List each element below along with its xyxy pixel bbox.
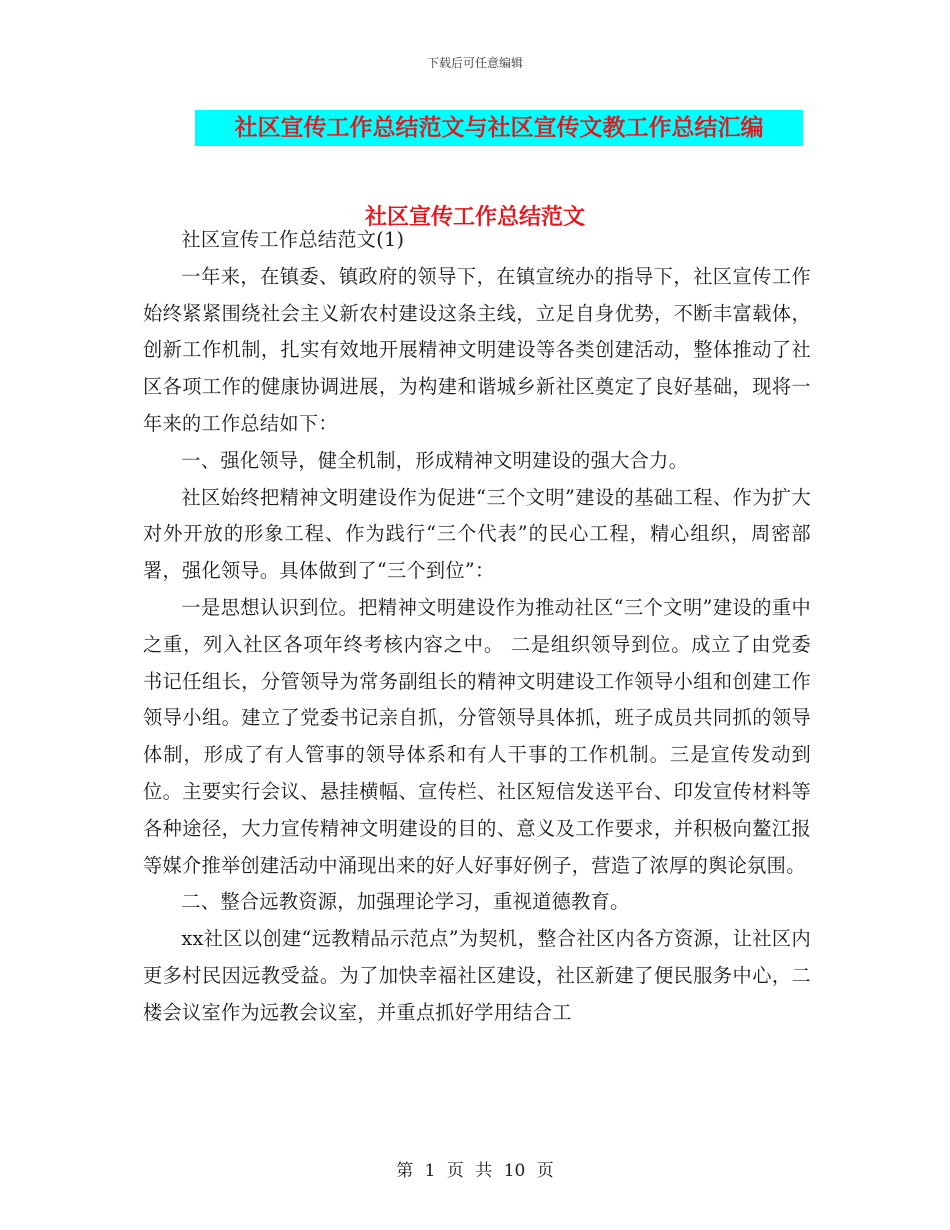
paragraph: 一是思想认识到位。把精神文明建设作为推动社区“三个文明”建设的重中之重，列入社区各项年终考核内容之中。 二是组织领导到位。成立了由党委书记任组长，分管领导为常务副组长的精神文明建设工作领导小组和创建工作领导小组。建立了党委书记亲自抓，分管领导具体抓，班子成员共同抓的领导体制，形成了有人管事的领导体系和有人干事的工作机制。三是宣传发动到位。主要实行会议、悬挂横幅、宣传栏、社区短信发送平台、印发宣传材料等各种途径，大力宣传精神文明建设的目的、意义及工作要求，并积极向鳌江报等媒介推举创建活动中涌现出来的好人好事好例子，营造了浓厚的舆论氛围。 [143,595,811,877]
paragraph: xx社区以创建“远教精品示范点”为契机，整合社区内各方资源，让社区内更多村民因远教受益。为了加快幸福社区建设，社区新建了便民服务中心，二楼会议室作为远教会议室，并重点抓好学用结合工 [143,927,811,1024]
paragraph: 一年来，在镇委、镇政府的领导下，在镇宣统办的指导下，社区宣传工作始终紧紧围绕社会主义新农村建设这条主线，立足自身优势，不断丰富载体，创新工作机制，扎实有效地开展精神文明建设等各类创建活动，整体推动了社区各项工作的健康协调进展，为构建和谐城乡新社区奠定了良好基础，现将一年来的工作总结如下： [143,264,811,435]
document-main-title: 社区宣传工作总结范文与社区宣传文教工作总结汇编 [195,110,803,146]
paragraph-heading: 社区宣传工作总结范文(1) [181,228,405,251]
document-body [143,222,811,1032]
paragraph: 社区始终把精神文明建设作为促进“三个文明”建设的基础工程、作为扩大对外开放的形象工程、作为践行“三个代表”的民心工程，精心组织，周密部署，强化领导。具体做到了“三个到位”： [143,485,811,583]
page-number-footer: 第 1 页 共 10 页 [396,1161,554,1181]
section-title: 社区宣传工作总结范文 [364,205,585,230]
paragraph-section-heading: 一、强化领导，健全机制，形成精神文明建设的强大合力。 [181,448,689,472]
page-header-note: 下载后可任意编辑 [426,56,523,70]
paragraph-section-heading: 二、整合远教资源，加强理论学习，重视道德教育。 [181,890,630,914]
